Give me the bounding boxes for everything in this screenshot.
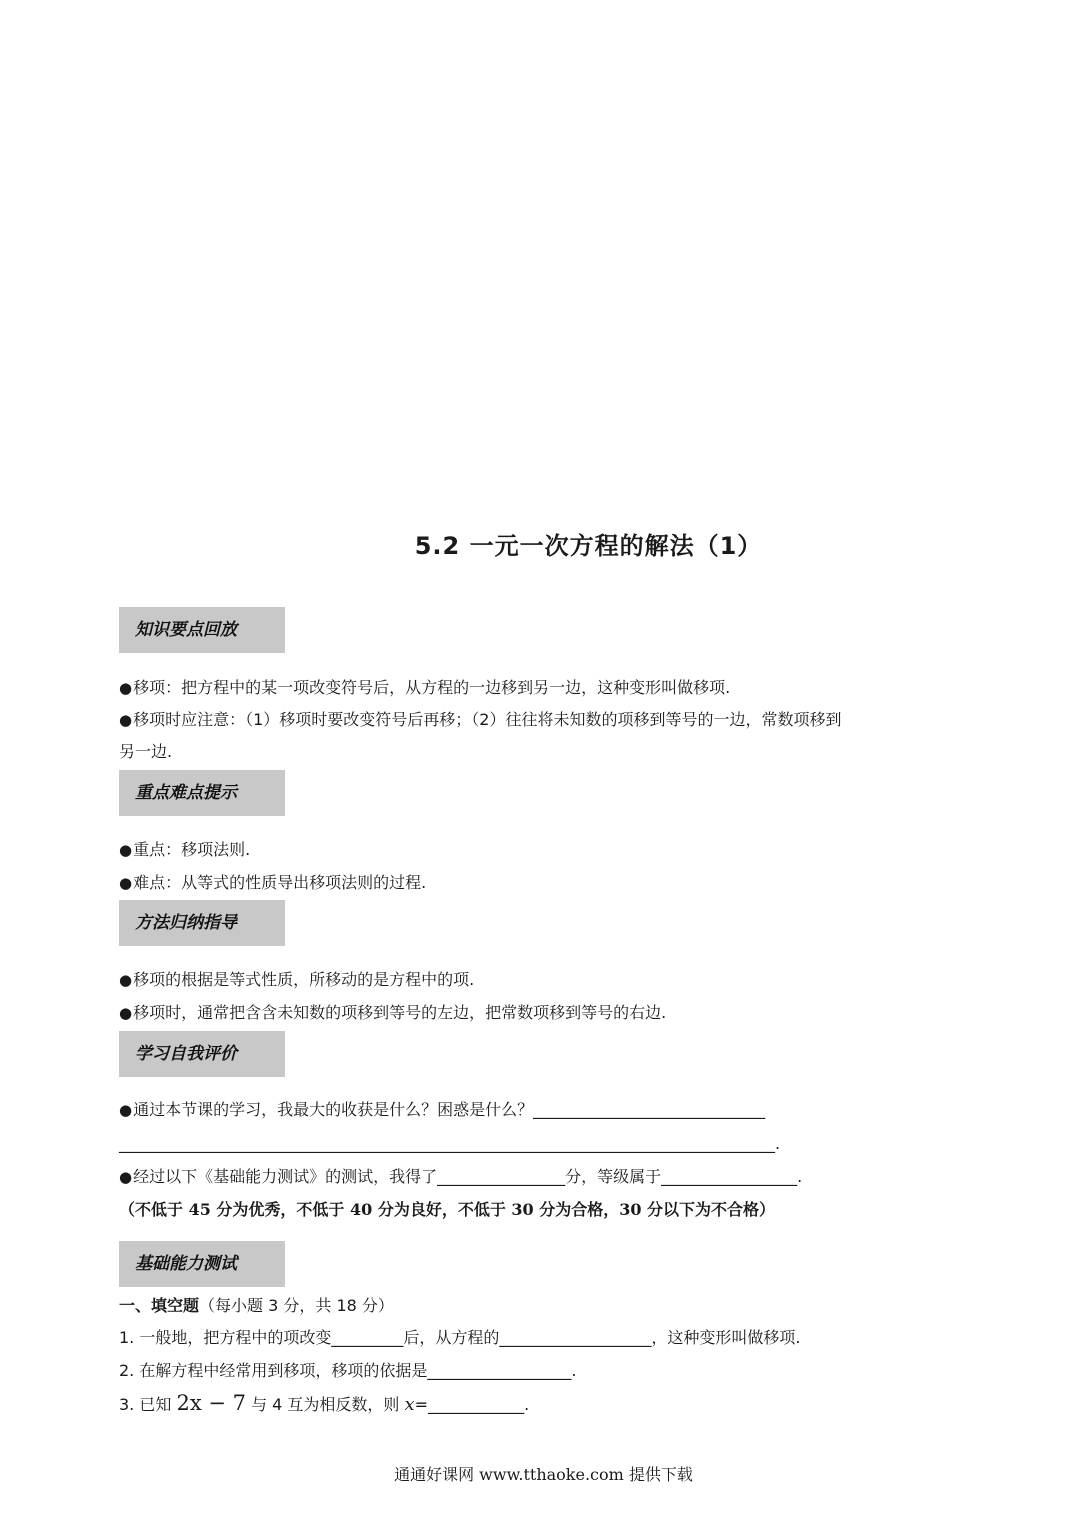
section-heading-method: 方法归纳指导 — [119, 900, 285, 946]
self-eval-line-1 — [119, 1099, 765, 1121]
question-3-suffix: =____________. — [414, 1395, 530, 1414]
bullet-icon: ● — [119, 1004, 133, 1022]
review-line-2 — [119, 709, 841, 731]
self-eval-text-2: 经过以下《基础能力测试》的测试，我得了________________分，等级属于_________________. — [133, 1167, 803, 1186]
grading-note: （不低于 45 分为优秀，不低于 40 分为良好，不低于 30 分为合格，30 分以下为不合格） — [119, 1200, 776, 1219]
self-eval-text-1: 通过本节课的学习，我最大的收获是什么？困惑是什么？_____________________________ — [133, 1100, 766, 1119]
method-text-2: 移项时，通常把含含未知数的项移到等号的左边，把常数项移到等号的右边. — [133, 1003, 667, 1022]
question-1: 1. 一般地，把方程中的项改变_________后，从方程的___________________，这种变形叫做移项. — [119, 1328, 801, 1347]
section-heading-review: 知识要点回放 — [119, 607, 285, 653]
question-3 — [119, 1392, 529, 1416]
self-eval-line-2 — [119, 1166, 802, 1188]
review-text-1: 移项：把方程中的某一项改变符号后，从方程的一边移到另一边，这种变形叫做移项. — [133, 678, 731, 697]
bullet-icon: ● — [119, 679, 133, 697]
bullet-icon: ● — [119, 1168, 133, 1186]
method-line-2 — [119, 1002, 666, 1024]
page-footer: 通通好课网 www.tthaoke.com 提供下载 — [394, 1465, 693, 1484]
bullet-icon: ● — [119, 1101, 133, 1119]
section-heading-key-points: 重点难点提示 — [119, 770, 285, 816]
self-eval-line-1-cont: __________________________________________________________________________________. — [119, 1134, 781, 1153]
section-heading-test: 基础能力测试 — [119, 1241, 285, 1287]
part-one-heading — [119, 1295, 394, 1317]
key-points-text-1: 重点：移项法则. — [133, 840, 251, 859]
review-text-2: 移项时应注意：（1）移项时要改变符号后再移；（2）往往将未知数的项移到等号的一边，常数项移到 — [133, 710, 842, 729]
key-points-line-2 — [119, 872, 426, 894]
review-line-2-cont: 另一边. — [119, 742, 173, 761]
key-points-text-2: 难点：从等式的性质导出移项法则的过程. — [133, 873, 427, 892]
question-3-middle: 与 4 互为相反数，则 — [251, 1395, 400, 1414]
part-desc: （每小题 3 分，共 18 分） — [199, 1296, 394, 1315]
bullet-icon: ● — [119, 874, 133, 892]
page-title: 5.2 一元一次方程的解法（1） — [414, 532, 763, 560]
bullet-icon: ● — [119, 971, 133, 989]
bullet-icon: ● — [119, 841, 133, 859]
bullet-icon: ● — [119, 711, 133, 729]
question-3-variable: x — [404, 1394, 415, 1415]
section-heading-self-eval: 学习自我评价 — [119, 1031, 285, 1077]
method-line-1 — [119, 969, 474, 991]
question-2: 2. 在解方程中经常用到移项，移项的依据是__________________. — [119, 1361, 577, 1380]
key-points-line-1 — [119, 839, 250, 861]
question-3-expression: 2x − 7 — [176, 1391, 246, 1415]
review-line-1 — [119, 677, 730, 699]
method-text-1: 移项的根据是等式性质，所移动的是方程中的项. — [133, 970, 475, 989]
part-title: 一、填空题 — [119, 1296, 200, 1315]
question-3-prefix: 3. 已知 — [119, 1395, 172, 1414]
